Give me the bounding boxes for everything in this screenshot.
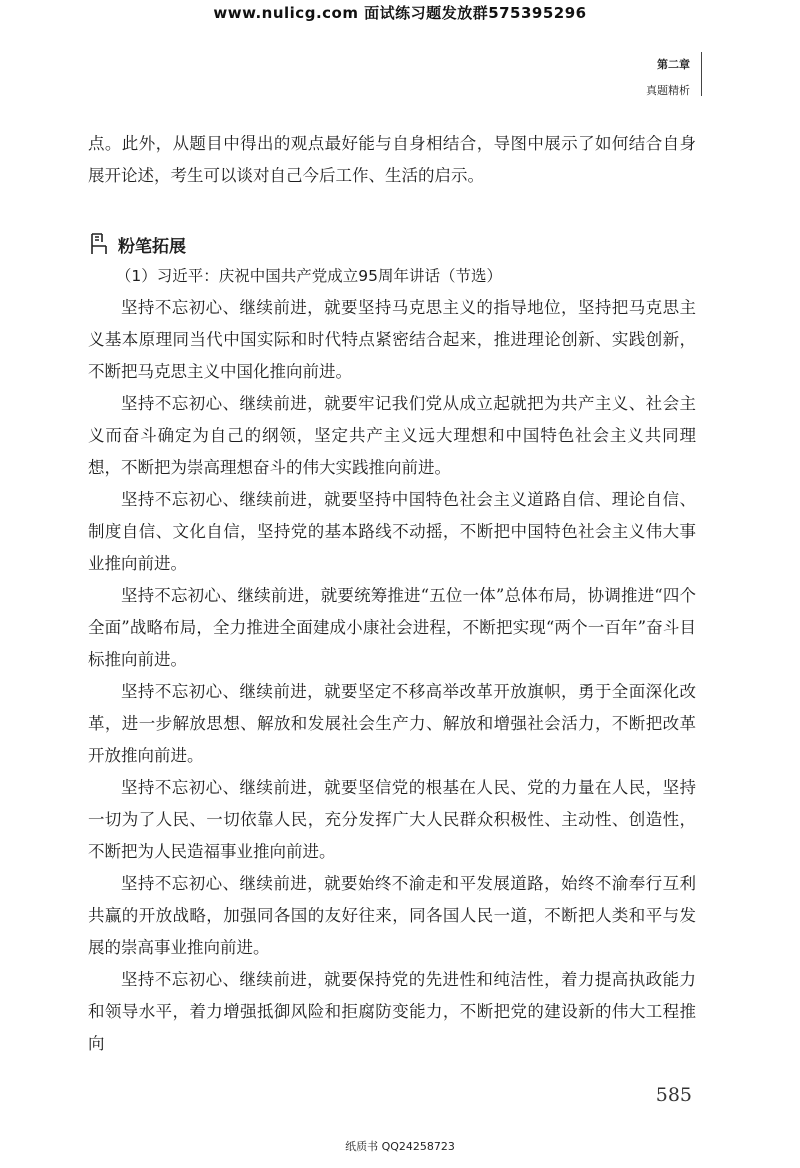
body-paragraph: 坚持不忘初心、继续前进，就要坚信党的根基在人民、党的力量在人民，坚持一切为了人民、一切依靠人民，充分发挥广大人民群众积极性、主动性、创造性，不断把为人民造福事业推向前进。 — [88, 778, 696, 861]
intro-paragraph: 点。此外，从题目中得出的观点最好能与自身相结合，导图中展示了如何结合自身展开论述，考生可以谈对自己今后工作、生活的启示。 — [88, 134, 696, 185]
page-body — [88, 128, 696, 1060]
body-paragraph: 坚持不忘初心、继续前进，就要统筹推进“五位一体”总体布局，协调推进“四个全面”战略布局，全力推进全面建成小康社会进程，不断把实现“两个一百年”奋斗目标推向前进。 — [88, 586, 696, 669]
top-watermark: www.nulicg.com 面试练习题发放群575395296 — [213, 4, 587, 22]
bottom-watermark: 纸质书 QQ24258723 — [345, 1140, 455, 1153]
section-heading — [88, 228, 696, 260]
body-paragraph: 坚持不忘初心、继续前进，就要始终不渝走和平发展道路，始终不渝奉行互利共赢的开放战略，加强同各国的友好往来，同各国人民一道，不断把人类和平与发展的崇高事业推向前进。 — [88, 874, 696, 957]
body-paragraph: 坚持不忘初心、继续前进，就要保持党的先进性和纯洁性，着力提高执政能力和领导水平，着力增强抵御风险和拒腐防变能力，不断把党的建设新的伟大工程推向 — [88, 970, 696, 1053]
page-number: 585 — [655, 1084, 692, 1106]
section-label: 真题精析 — [646, 84, 690, 97]
section-title: 粉笔拓展 — [118, 236, 186, 257]
body-paragraph: 坚持不忘初心、继续前进，就要牢记我们党从成立起就把为共产主义、社会主义而奋斗确定为自己的纲领，坚定共产主义远大理想和中国特色社会主义共同理想，不断把为崇高理想奋斗的伟大实践推向前进。 — [88, 394, 696, 477]
body-paragraph: 坚持不忘初心、继续前进，就要坚持马克思主义的指导地位，坚持把马克思主义基本原理同当代中国实际和时代特点紧密结合起来，推进理论创新、实践创新，不断把马克思主义中国化推向前进。 — [88, 298, 696, 381]
speech-subheading: （1）习近平：庆祝中国共产党成立95周年讲话（节选） — [115, 267, 502, 285]
body-paragraph: 坚持不忘初心、继续前进，就要坚持中国特色社会主义道路自信、理论自信、制度自信、文化自信，坚持党的基本路线不动摇，不断把中国特色社会主义伟大事业推向前进。 — [88, 490, 696, 573]
bookmark-icon — [90, 233, 108, 255]
running-head — [646, 52, 690, 104]
header-rule — [701, 52, 702, 96]
body-paragraph: 坚持不忘初心、继续前进，就要坚定不移高举改革开放旗帜，勇于全面深化改革，进一步解放思想、解放和发展社会生产力、解放和增强社会活力，不断把改革开放推向前进。 — [88, 682, 696, 765]
chapter-label: 第二章 — [657, 58, 690, 71]
